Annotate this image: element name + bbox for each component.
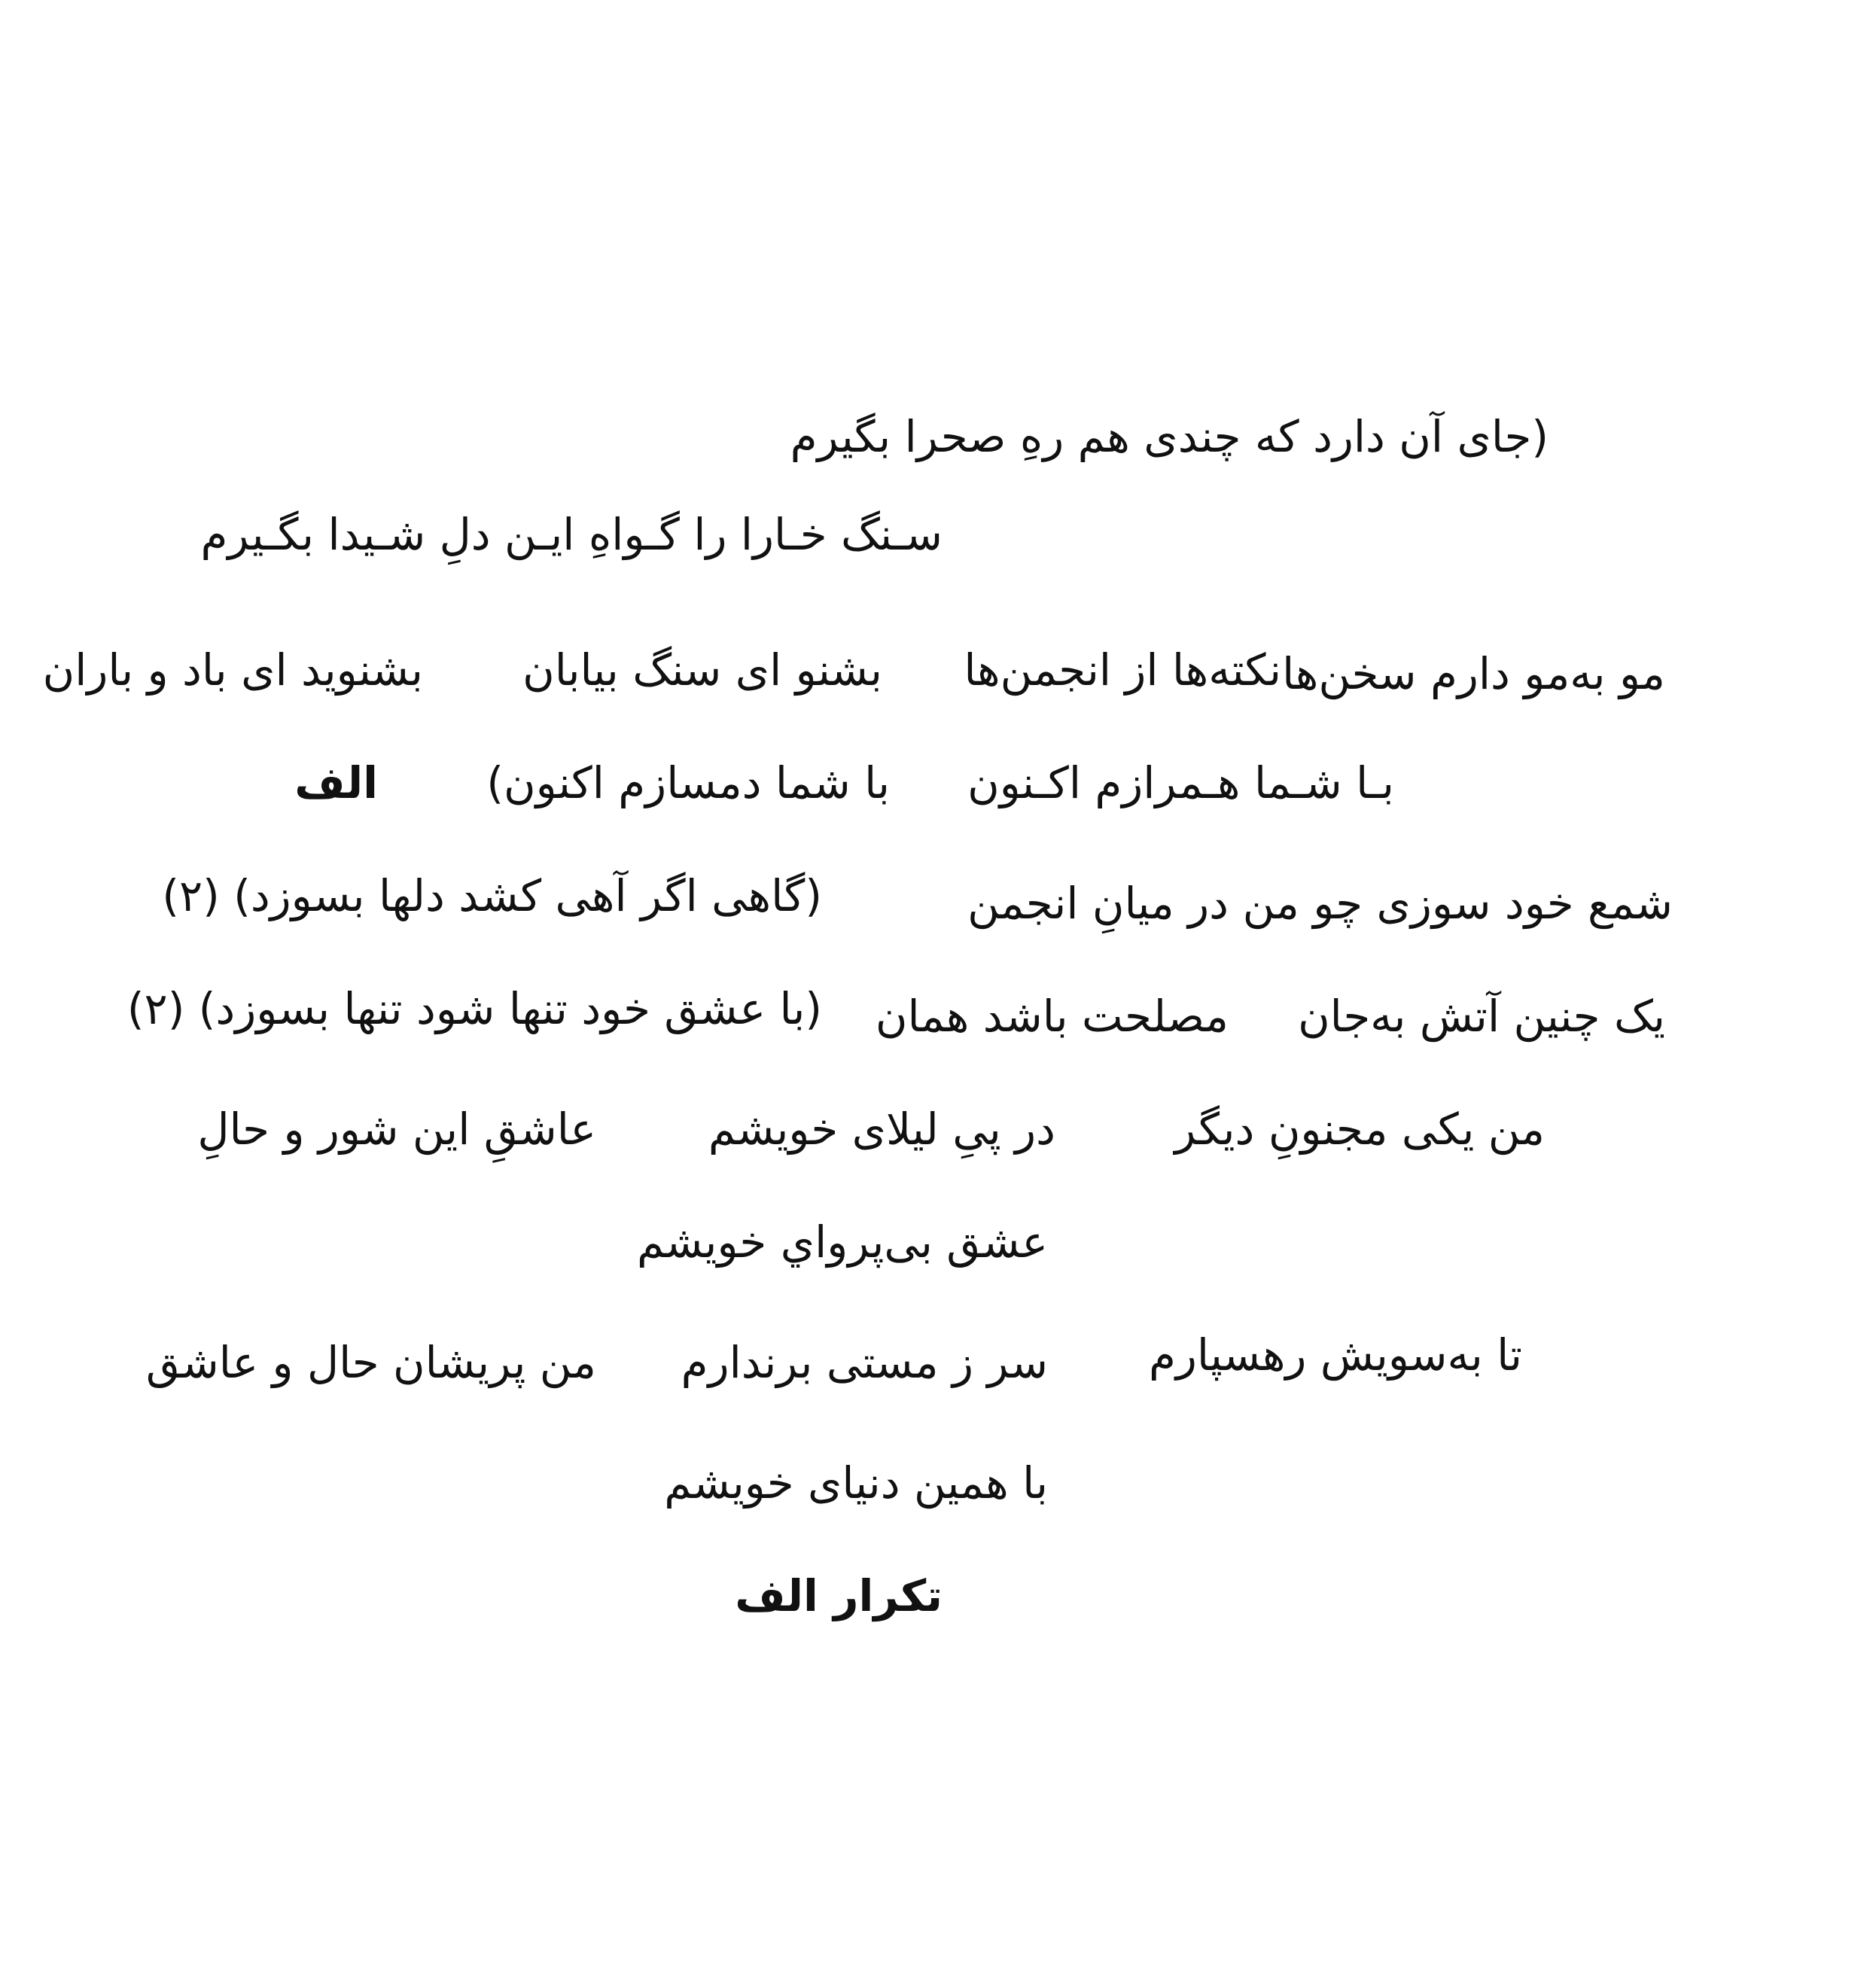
- verse-segment: عشق بی‌پرواي خویشم: [636, 1216, 1048, 1268]
- verse-segment: سر ز مستی برندارم: [681, 1337, 1048, 1388]
- verse-segment: مو به‌مو دارم سخن‌ها: [1282, 648, 1665, 699]
- verse-segment: (گاهی اگر آهی کشد دلها بسوزد) (۲): [162, 870, 822, 921]
- section-marker: الف: [294, 757, 378, 808]
- verse-segment: (با عشق خود تنها شود تنها بسوزد) (۲): [126, 983, 822, 1034]
- verse-segment: در میانِ انجمن: [967, 878, 1229, 929]
- verse-segment: مصلحت باشد همان: [875, 991, 1229, 1042]
- verse-line-1: (جای آن دارد که چندی هم رهِ صحرا بگیرم: [790, 411, 1549, 462]
- verse-segment: بشنوید ای باد و باران: [42, 644, 423, 696]
- verse-segment: بـا شـما هـمرازم اکـنون: [967, 757, 1394, 808]
- verse-segment: با همین دنیای خویشم: [664, 1457, 1048, 1509]
- verse-segment: در پیِ لیلای خویشم: [708, 1104, 1055, 1155]
- verse-segment: تا به‌سویش رهسپارم: [1148, 1329, 1522, 1381]
- refrain-label: تکرار الف: [735, 1570, 943, 1621]
- verse-segment: با شما دمسازم اکنون): [486, 757, 890, 808]
- verse-segment: بشنو ای سنگ بیابان: [522, 644, 882, 696]
- verse-segment: نکته‌ها از انجمن‌ها: [964, 644, 1281, 696]
- verse-segment: عاشقِ این شور و حالِ: [197, 1104, 596, 1155]
- verse-segment: من یکی مجنونِ دیگر: [1174, 1104, 1545, 1155]
- verse-segment: شمع خود سوزی چو من: [1242, 878, 1673, 929]
- verse-line-2: سـنگ خـارا را گـواهِ ایـن دلِ شـیدا بگـیرم: [200, 509, 943, 560]
- verse-segment: من پریشان حال و عاشق: [145, 1337, 596, 1388]
- verse-segment: یک چنین آتش به‌جان: [1298, 991, 1665, 1042]
